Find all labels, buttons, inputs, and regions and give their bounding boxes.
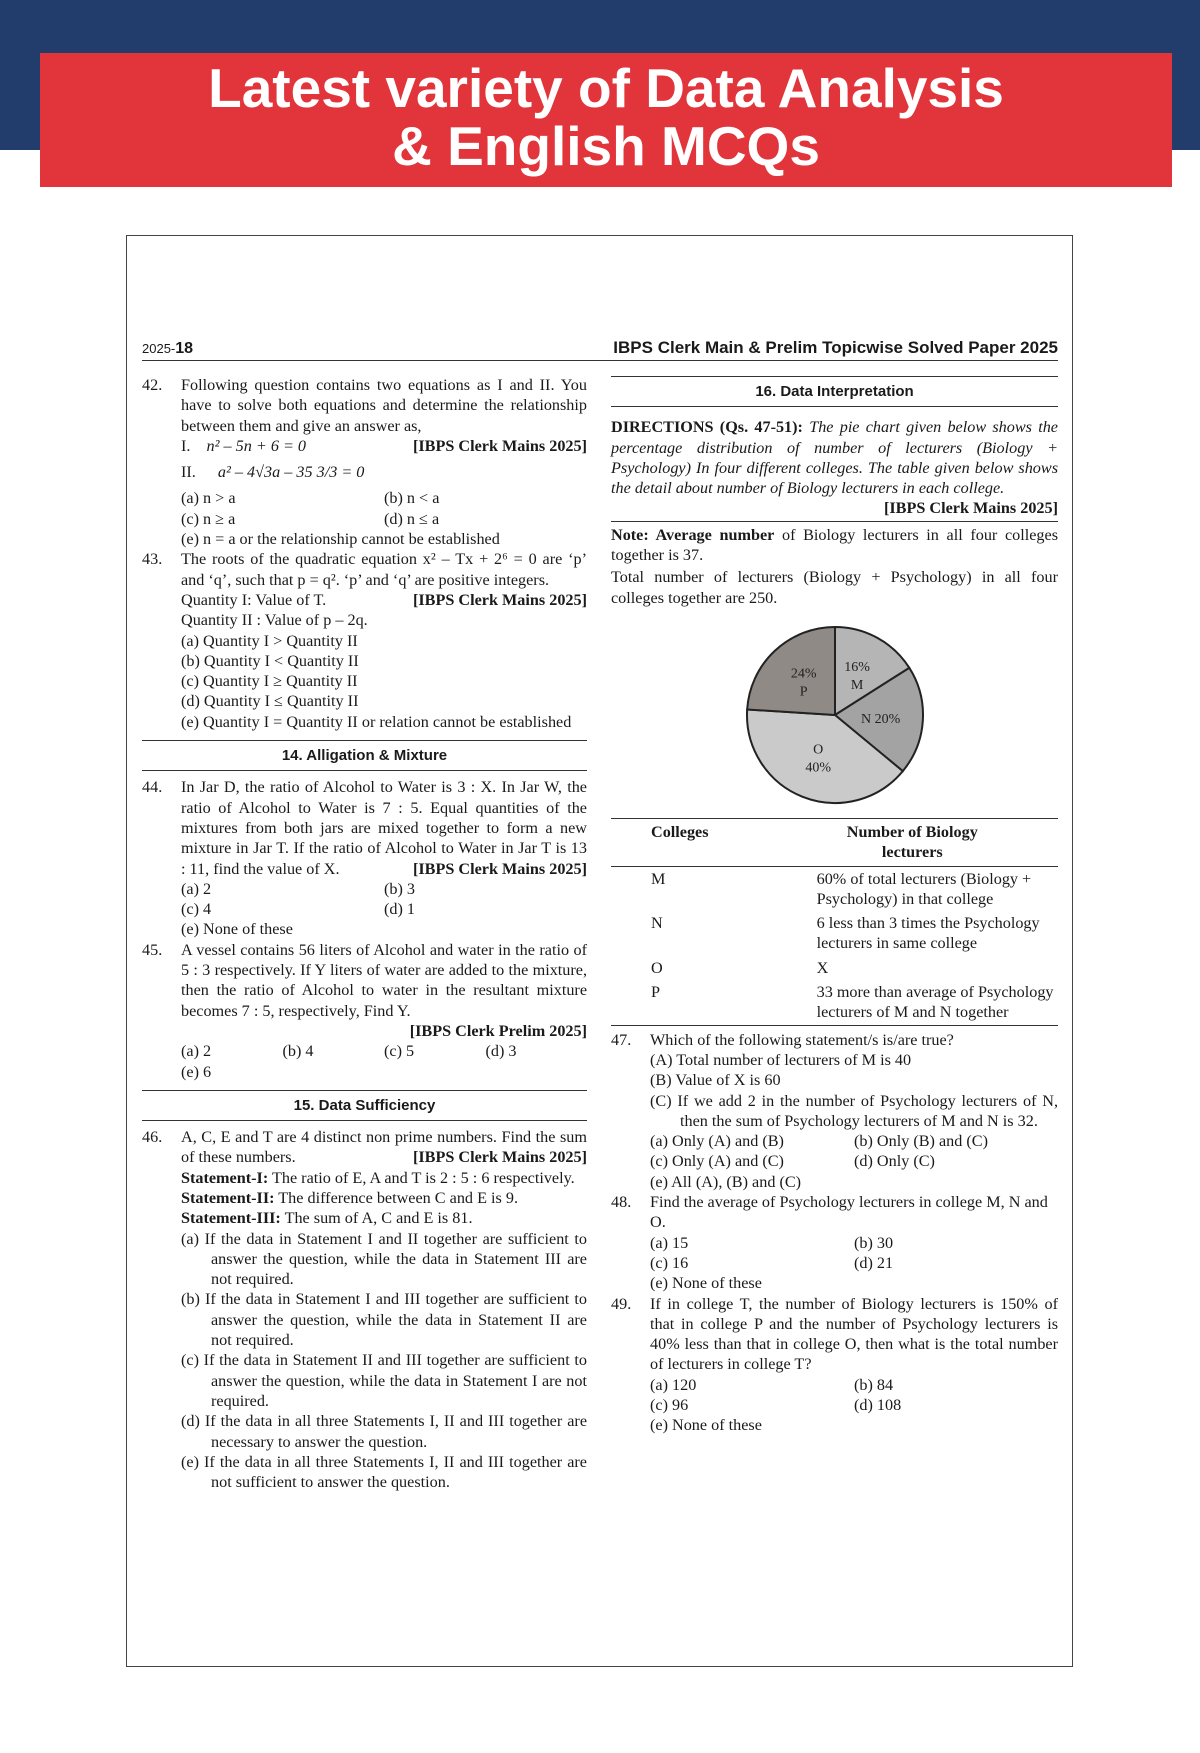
option[interactable]: (b) 3 <box>384 879 416 898</box>
option[interactable]: (e) n = a or the relationship cannot be established <box>181 530 500 549</box>
banner-title-line2: & English MCQs <box>392 115 820 177</box>
quantity-1: Quantity I: Value of T. <box>181 590 327 609</box>
option[interactable]: (d) 108 <box>854 1395 902 1414</box>
section-heading: 15. Data Sufficiency <box>142 1090 587 1121</box>
pie-label-text: O <box>812 742 823 758</box>
option[interactable]: (b) 4 <box>282 1042 314 1061</box>
question-text: In Jar D, the ratio of Alcohol to Water is 3 : X. In Jar W, the ratio of Alcohol to Water is 7 : 5. Equal quantities of the mixtures from both jars are mixed together to form a new mixture in Jar T. If the ratio of Alcohol to Water in Jar T is 13 : 11, find the value of X. <box>181 778 587 878</box>
question-text: If in college T, the number of Biology lecturers is 150% of that in college P and the number of Psychology lecturers is 40% less than that in college O, then what is the total number of lecturers in college T? <box>650 1294 1058 1374</box>
question-number: 49. <box>611 1294 632 1313</box>
pie-chart <box>740 620 930 810</box>
option[interactable]: (d) n ≤ a <box>384 509 440 528</box>
statement-text: The sum of A, C and E is 81. <box>280 1209 473 1228</box>
question-text: Following question contains two equations as I and II. You have to solve both equations and determine the relationship between them and give an answer as, <box>181 376 587 435</box>
table-cell: N <box>651 914 663 933</box>
section-heading: 16. Data Interpretation <box>611 376 1058 407</box>
source-tag: [IBPS Clerk Mains 2025] <box>883 499 1058 518</box>
option[interactable]: (b) 30 <box>854 1233 894 1252</box>
table-row <box>611 956 1058 980</box>
question-45 <box>142 940 587 1082</box>
pie-label-text: 24% <box>790 666 817 682</box>
statement-label: Statement-III: <box>181 1209 281 1228</box>
table-cell: P <box>611 980 817 1025</box>
option[interactable]: (d) 3 <box>485 1042 517 1061</box>
question-43 <box>142 549 587 732</box>
section-heading: 14. Alligation & Mixture <box>142 740 587 771</box>
option[interactable]: (e) All (A), (B) and (C) <box>650 1172 802 1191</box>
note-text: of Biology lecturers in all four colleges together is 37. <box>611 525 1059 565</box>
option[interactable]: (a) Quantity I > Quantity II <box>181 631 358 650</box>
quantity-2: Quantity II : Value of p – 2q. <box>181 611 368 630</box>
table-cell: X <box>816 958 829 977</box>
source-tag: [IBPS Clerk Mains 2025] <box>412 590 587 609</box>
table-header: Number of Biology lecturers <box>817 818 1058 866</box>
option[interactable]: (c) If the data in Statement II and III together are sufficient to answer the question, while the data in Statement I are not required. <box>181 1351 587 1410</box>
source-tag: [IBPS Clerk Mains 2025] <box>412 859 587 878</box>
option[interactable]: (c) 16 <box>650 1253 689 1272</box>
question-text: A vessel contains 56 liters of Alcohol and water in the ratio of 5 : 3 respectively. If Y liters of water are added to the mixture, then the ratio of Alcohol to water in the resultant mixture becomes 7 : 5, respectively, Find Y. <box>181 940 587 1020</box>
question-text: The roots of the quadratic equation x² – Tx + 2⁶ = 0 are ‘p’ and ‘q’, such that p = q². ‘p’ and ‘q’ are positive integers. <box>181 550 587 589</box>
option[interactable]: (c) 5 <box>384 1042 415 1061</box>
option[interactable]: (b) If the data in Statement I and III together are sufficient to answer the question, while the data in Statement II are not required. <box>181 1290 587 1350</box>
statement-text: The difference between C and E is 9. <box>274 1188 518 1207</box>
option[interactable]: (d) If the data in all three Statements I, II and III together are necessary to answer the question. <box>181 1412 587 1451</box>
table-cell: 6 less than 3 times the Psychology lecturers in same college <box>816 914 1040 953</box>
statement-text: The ratio of E, A and T is 2 : 5 : 6 respectively. <box>268 1168 575 1187</box>
question-47 <box>611 1030 1058 1192</box>
question-number: 44. <box>142 778 163 797</box>
question-number: 46. <box>142 1128 163 1147</box>
question-46 <box>142 1127 587 1492</box>
option[interactable]: (c) Quantity I ≥ Quantity II <box>181 672 358 691</box>
question-text: A, C, E and T are 4 distinct non prime numbers. Find the sum of these numbers. <box>181 1128 587 1167</box>
source-tag: [IBPS Clerk Mains 2025] <box>412 436 587 455</box>
table-cell: M <box>651 869 666 888</box>
right-column <box>611 375 1058 1436</box>
equation-label: II. <box>181 463 196 482</box>
directions-label: DIRECTIONS (Qs. 47-51): <box>611 418 803 437</box>
option[interactable]: (d) Quantity I ≤ Quantity II <box>181 692 359 711</box>
option[interactable]: (e) None of these <box>650 1274 762 1293</box>
option[interactable]: (b) Quantity I < Quantity II <box>181 651 359 670</box>
source-tag: [IBPS Clerk Mains 2025] <box>412 1148 587 1167</box>
table-cell: O <box>651 958 663 977</box>
pie-label-text: 40% <box>804 760 831 776</box>
statement-label: Statement-II: <box>181 1188 275 1207</box>
equation-2: a² – 4√3a – 35 3/3 = 0 <box>217 463 365 482</box>
biology-lecturers-table <box>611 818 1058 1026</box>
question-number: 47. <box>611 1030 632 1049</box>
source-tag: [IBPS Clerk Prelim 2025] <box>409 1021 587 1040</box>
table-header: Colleges <box>611 818 817 866</box>
question-44 <box>142 777 587 939</box>
option[interactable]: (d) Only (C) <box>854 1152 935 1171</box>
question-number: 45. <box>142 940 163 959</box>
note <box>611 525 1058 566</box>
question-49 <box>611 1294 1058 1436</box>
option[interactable]: (d) 21 <box>854 1253 894 1272</box>
option[interactable]: (b) 84 <box>854 1375 894 1394</box>
statement: (C) If we add 2 in the number of Psychology lecturers of N, then the sum of Psychology lecturers of M and N is 32. <box>650 1091 1058 1130</box>
equation-1: n² – 5n + 6 = 0 <box>206 436 307 455</box>
question-number: 42. <box>142 376 163 394</box>
question-text: Find the average of Psychology lecturers in college M, N and O. <box>650 1193 1048 1232</box>
statement: (A) Total number of lecturers of M is 40 <box>650 1050 912 1069</box>
header-rule <box>142 360 1058 361</box>
option[interactable]: (a) 2 <box>181 1042 212 1061</box>
option[interactable]: (e) 6 <box>181 1062 212 1081</box>
table-row <box>611 980 1058 1025</box>
page-number: 2025-18 <box>142 340 194 357</box>
page-header <box>142 338 1058 362</box>
option[interactable]: (e) Quantity I = Quantity II or relation cannot be established <box>181 712 572 731</box>
table-cell: 60% of total lecturers (Biology + Psychology) in that college <box>816 869 1032 908</box>
table-row <box>611 911 1058 956</box>
option[interactable]: (a) 2 <box>181 879 212 898</box>
table-cell: 33 more than average of Psychology lecturers of M and N together <box>817 980 1058 1025</box>
banner-title-line1: Latest variety of Data Analysis <box>208 57 1004 119</box>
note-label: Note: Average number <box>611 525 775 544</box>
divider <box>611 521 1058 522</box>
pie-label-text: N 20% <box>860 711 900 727</box>
directions-text: The pie chart given below shows the percentage distribution of number of lecturers (Biology + Psychology) In four different colleges. The table given below shows the detail about number of Biology lecturers in each college. <box>611 418 1058 498</box>
question-48 <box>611 1192 1058 1293</box>
table-header-row <box>611 818 1058 866</box>
question-text: Which of the following statement/s is/are true? <box>650 1030 954 1049</box>
option[interactable]: (d) 1 <box>384 900 416 919</box>
total-lecturers-text: Total number of lecturers (Biology + Psychology) in all four colleges together are 250. <box>611 568 1058 607</box>
statement: (B) Value of X is 60 <box>650 1071 781 1090</box>
pie-label-text: 16% <box>843 659 870 675</box>
option[interactable]: (c) 4 <box>181 900 212 919</box>
option[interactable]: (e) None of these <box>650 1416 762 1435</box>
option[interactable]: (c) 96 <box>650 1395 689 1414</box>
pie-label-text: P <box>799 684 808 700</box>
question-number: 43. <box>142 550 163 569</box>
statement-label: Statement-I: <box>181 1168 269 1187</box>
book-title: IBPS Clerk Main & Prelim Topicwise Solved Paper 2025 <box>613 338 1058 357</box>
option[interactable]: (c) n ≥ a <box>181 509 236 528</box>
option[interactable]: (b) n < a <box>384 489 440 508</box>
option[interactable]: (e) None of these <box>181 920 293 939</box>
option[interactable]: (a) Only (A) and (B) <box>650 1132 784 1151</box>
pie-label-n <box>861 712 901 727</box>
option[interactable]: (a) If the data in Statement I and II together are sufficient to answer the question, while the data in Statement III are not required. <box>181 1229 587 1289</box>
directions <box>611 417 1058 518</box>
option[interactable]: (b) Only (B) and (C) <box>854 1132 988 1151</box>
option[interactable]: (c) Only (A) and (C) <box>650 1152 784 1171</box>
pie-label-text: M <box>850 677 863 693</box>
banner <box>40 53 1172 187</box>
question-number: 48. <box>611 1193 632 1212</box>
question-42 <box>142 375 587 549</box>
left-column <box>142 375 587 1492</box>
option[interactable]: (a) 120 <box>650 1375 697 1394</box>
option[interactable]: (a) n > a <box>181 489 236 508</box>
equation-label: I. <box>181 436 191 455</box>
option[interactable]: (e) If the data in all three Statements I, II and III together are not sufficient to answer the question. <box>181 1452 587 1492</box>
option[interactable]: (a) 15 <box>650 1233 689 1252</box>
table-row <box>611 866 1058 911</box>
